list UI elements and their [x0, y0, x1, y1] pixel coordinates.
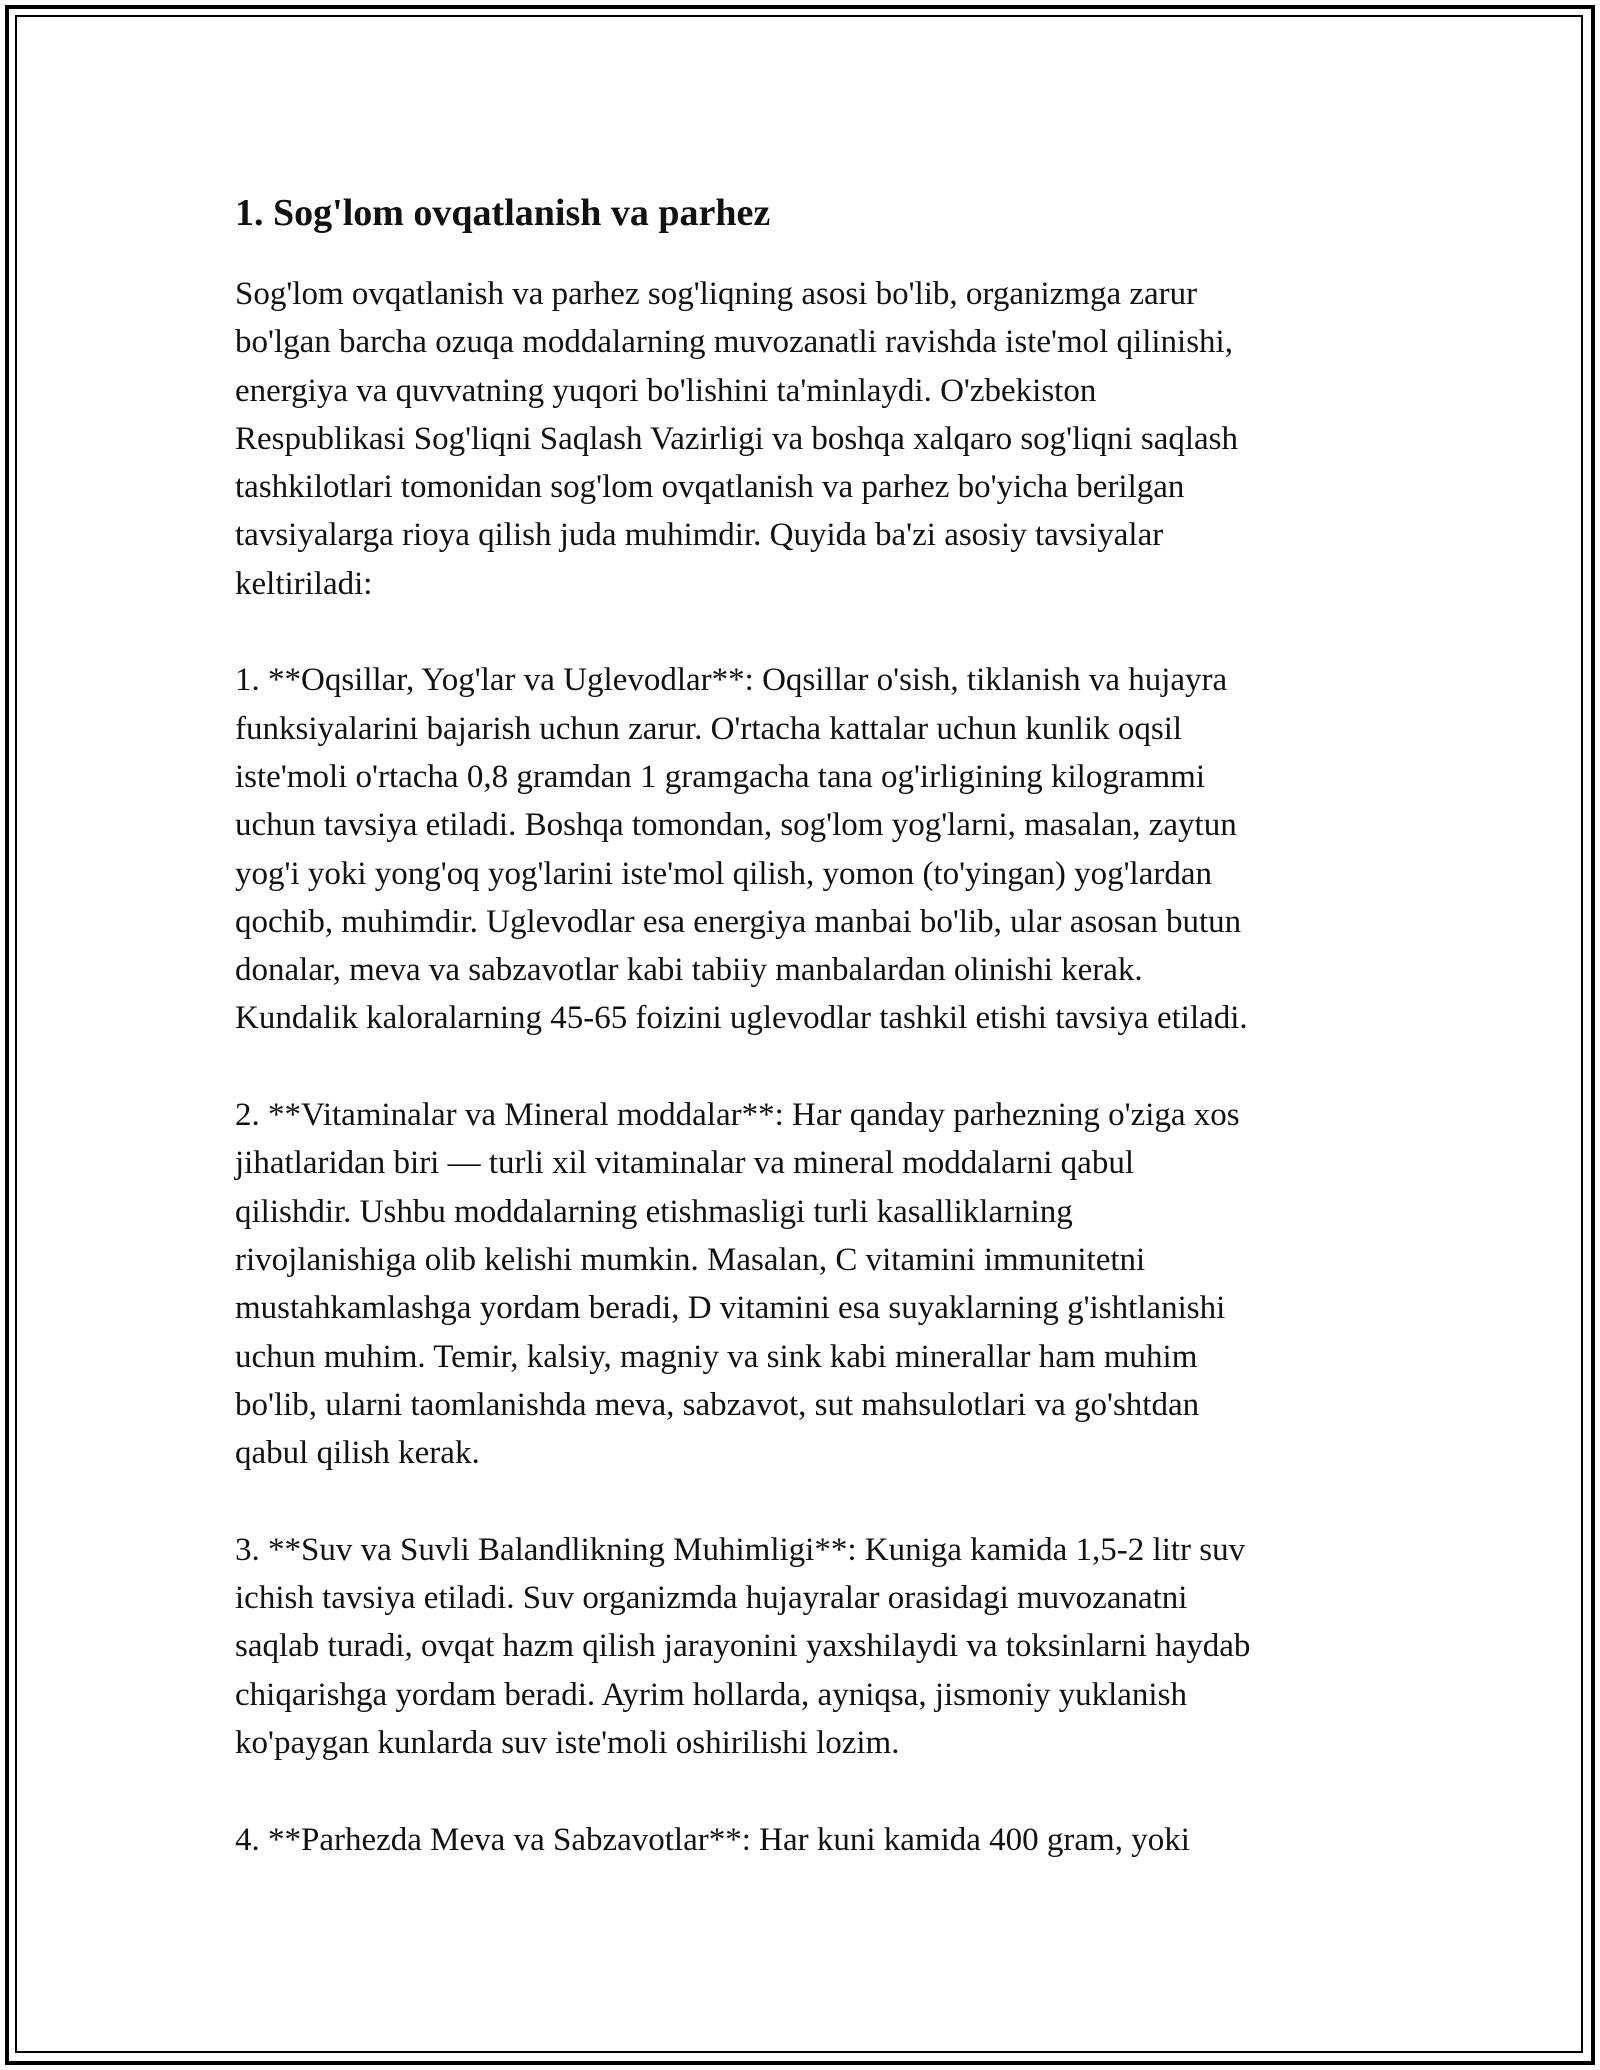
intro-paragraph: Sog'lom ovqatlanish va parhez sog'liqning asosi bo'lib, organizmga zarur bo'lgan barcha ozuqa moddalarning muvozanatli ravishda iste'mol qilinishi, energiya va quvvatning yuqori bo'lishini ta'minlaydi. O'zbekiston Respublikasi Sog'liqni Saqlash Vazirligi va boshqa xalqaro sog'liqni saqlash tashkilotlari tomonidan sog'lom ovqatlanish va parhez bo'yicha berilgan tavsiyalarga rioya qilish juda muhimdir. Quyida ba'zi asosiy tavsiyalar keltiriladi:: [235, 276, 1239, 602]
list-item-fruits-vegetables: 4. **Parhezda Meva va Sabzavotlar**: Har kuni kamida 400 gram, yoki: [235, 1821, 1190, 1858]
section-heading: 1. Sog'lom ovqatlanish va parhez: [235, 192, 771, 234]
document-body: [235, 188, 1375, 1864]
list-item-water: 3. **Suv va Suvli Balandlikning Muhimligi**: Kuniga kamida 1,5-2 litr suv ichish tavsiya etiladi. Suv organizmda hujayralar orasidagi muvozanatni saqlab turadi, ovqat hazm qilish jarayonini yaxshilaydi va toksinlarni haydab chiqarishga yordam beradi. Ayrim hollarda, ayniqsa, jismoniy yuklanish ko'paygan kunlarda suv iste'moli oshirilishi lozim.: [235, 1531, 1251, 1761]
list-item-proteins-fats-carbs: 1. **Oqsillar, Yog'lar va Uglevodlar**: Oqsillar o'sish, tiklanish va hujayra funksiyalarini bajarish uchun zarur. O'rtacha kattalar uchun kunlik oqsil iste'moli o'rtacha 0,8 gramdan 1 gramgacha tana og'irligining kilogrammi uchun tavsiya etiladi. Boshqa tomondan, sog'lom yog'larni, masalan, zaytun yog'i yoki yong'oq yog'larini iste'mol qilish, yomon (to'yingan) yog'lardan qochib, muhimdir. Uglevodlar esa energiya manbai bo'lib, ular asosan butun donalar, meva va sabzavotlar kabi tabiiy manbalardan olinishi kerak. Kundalik kaloralarning 45-65 foizini uglevodlar tashkil etishi tavsiya etiladi.: [235, 662, 1248, 1037]
list-item-vitamins-minerals: 2. **Vitaminalar va Mineral moddalar**: Har qanday parhezning o'ziga xos jihatlaridan biri — turli xil vitaminalar va mineral moddalarni qabul qilishdir. Ushbu moddalarning etishmasligi turli kasalliklarning rivojlanishiga olib kelishi mumkin. Masalan, C vitamini immunitetni mustahkamlashga yordam beradi, D vitamini esa suyaklarning g'ishtlanishi uchun muhim. Temir, kalsiy, magniy va sink kabi minerallar ham muhim bo'lib, ularni taomlanishda meva, sabzavot, sut mahsulotlari va go'shtdan qabul qilish kerak.: [235, 1097, 1240, 1472]
